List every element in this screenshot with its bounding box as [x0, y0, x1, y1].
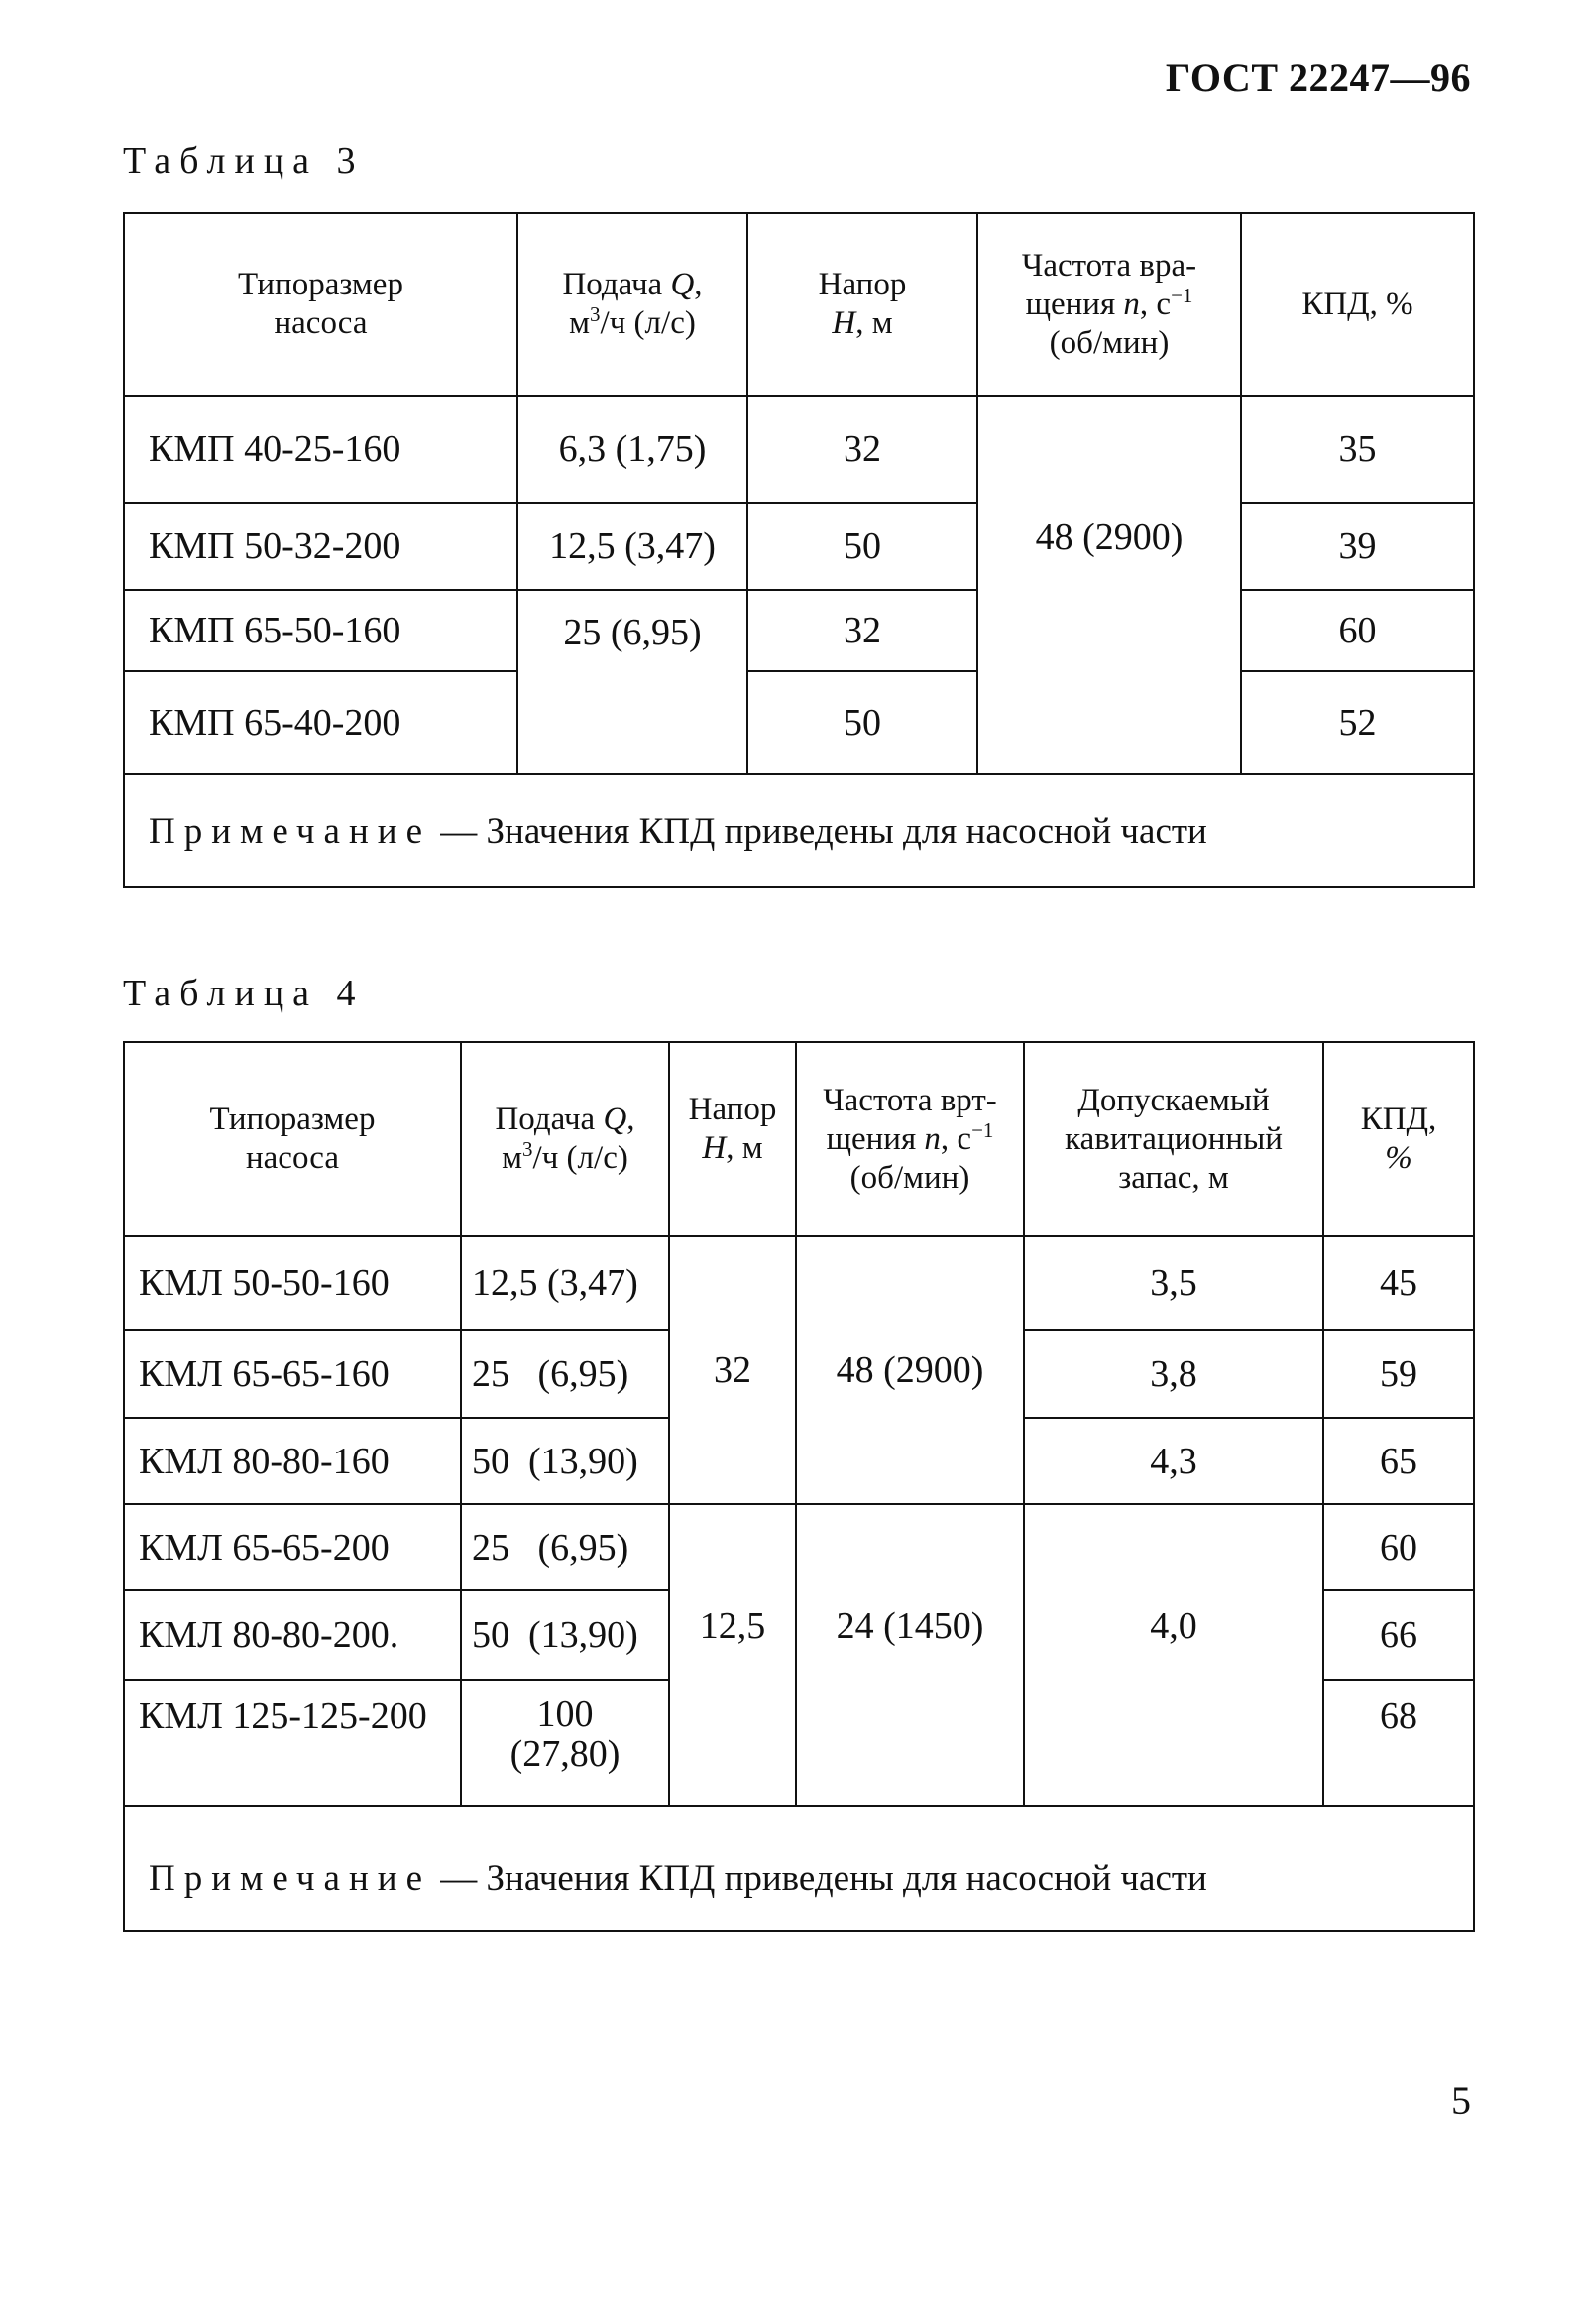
note-label: Примечание — [149, 810, 431, 852]
header-flow-unit: м — [502, 1140, 523, 1176]
header-flow-text: Подача — [562, 267, 671, 302]
header-speed — [796, 1042, 1024, 1236]
header-efficiency — [1323, 1042, 1474, 1236]
note-text: — Значения КПД приведены для насосной части — [431, 1858, 1207, 1899]
header-speed-symbol: n — [924, 1120, 941, 1157]
header-speed-line3: (об/мин) — [1049, 324, 1170, 361]
header-speed-line3: (об/мин) — [849, 1159, 970, 1196]
header-efficiency-line2: % — [1385, 1140, 1412, 1176]
header-head — [747, 213, 977, 396]
cell-efficiency: 35 — [1241, 396, 1474, 503]
table-row — [124, 590, 1474, 671]
cell-efficiency: 66 — [1323, 1590, 1474, 1680]
header-model-line2: насоса — [246, 1140, 339, 1176]
cell-speed-group-2: 24 (1450) — [796, 1504, 1024, 1806]
table-row — [124, 503, 1474, 590]
cell-flow: 12,5 (3,47) — [517, 503, 747, 590]
cell-head: 32 — [747, 396, 977, 503]
table-3-header-row — [124, 213, 1474, 396]
cell-efficiency: 39 — [1241, 503, 1474, 590]
header-speed-line2: щения — [1025, 286, 1124, 322]
cell-flow: 25 (6,95) — [461, 1330, 669, 1418]
header-npsh — [1024, 1042, 1323, 1236]
note-text: — Значения КПД приведены для насосной части — [431, 810, 1207, 852]
header-flow-unit-tail: /ч (л/с) — [600, 305, 696, 341]
table-3-note — [124, 774, 1474, 887]
cell-efficiency: 65 — [1323, 1418, 1474, 1504]
cell-flow: 12,5 (3,47) — [461, 1236, 669, 1330]
note-label: Примечание — [149, 1858, 431, 1899]
cell-efficiency: 59 — [1323, 1330, 1474, 1418]
table-row — [124, 396, 1474, 503]
header-head-unit: , м — [855, 305, 893, 341]
table-4-note — [124, 1806, 1474, 1931]
cell-speed-merged: 48 (2900) — [977, 396, 1241, 774]
header-flow — [461, 1042, 669, 1236]
table-row — [124, 1504, 1474, 1590]
cell-model: КМЛ 80-80-160 — [124, 1418, 461, 1504]
cell-flow: 50 (13,90) — [461, 1590, 669, 1680]
cell-head: 50 — [747, 503, 977, 590]
cell-model: КМЛ 65-65-160 — [124, 1330, 461, 1418]
header-flow-unit: м — [569, 305, 591, 341]
cell-npsh-group-2: 4,0 — [1024, 1504, 1323, 1806]
header-flow-text: Подача — [495, 1102, 604, 1137]
cell-head-group-1: 32 — [669, 1236, 796, 1504]
cell-model: КМЛ 80-80-200. — [124, 1590, 461, 1680]
header-speed-line1: Частота врт- — [823, 1082, 997, 1118]
header-flow — [517, 213, 747, 396]
cell-npsh: 3,8 — [1024, 1330, 1323, 1418]
cell-model: КМЛ 125-125-200 — [124, 1680, 461, 1806]
header-speed — [977, 213, 1241, 396]
header-flow-exp: 3 — [590, 302, 601, 326]
header-speed-unit: , с — [1139, 286, 1172, 322]
cell-efficiency: 52 — [1241, 671, 1474, 774]
header-flow-comma: , — [626, 1102, 635, 1137]
cell-flow: 50 (13,90) — [461, 1418, 669, 1504]
table-4 — [123, 1041, 1475, 1932]
header-flow-unit-tail: /ч (л/с) — [532, 1140, 628, 1176]
cell-flow — [461, 1680, 669, 1806]
table-3-note-row — [124, 774, 1474, 887]
table-4-header-row — [124, 1042, 1474, 1236]
header-npsh-line1: Допускаемый — [1077, 1082, 1270, 1118]
table-row — [124, 671, 1474, 774]
cell-flow-merged: 25 (6,95) — [517, 590, 747, 774]
header-npsh-line2: кавитационный — [1065, 1120, 1283, 1157]
header-head — [669, 1042, 796, 1236]
cell-efficiency: 60 — [1323, 1504, 1474, 1590]
cell-flow-line1: 100 — [536, 1693, 594, 1735]
cell-efficiency: 60 — [1241, 590, 1474, 671]
page-number: 5 — [1451, 2078, 1471, 2123]
header-flow-comma: , — [694, 267, 703, 302]
cell-flow-line2: (27,80) — [509, 1733, 621, 1775]
cell-model: КМП 65-50-160 — [124, 590, 517, 671]
header-flow-symbol: Q — [670, 267, 695, 302]
header-speed-line2: щения — [826, 1120, 925, 1157]
header-head-symbol: H — [832, 305, 856, 341]
header-npsh-line3: запас, м — [1118, 1159, 1229, 1196]
table-3-caption: Таблица 3 — [123, 140, 365, 181]
header-speed-unit: , с — [940, 1120, 972, 1157]
cell-head: 50 — [747, 671, 977, 774]
header-head-symbol: H — [702, 1130, 727, 1166]
header-speed-exp: −1 — [971, 1117, 994, 1142]
cell-npsh: 4,3 — [1024, 1418, 1323, 1504]
table-3 — [123, 212, 1475, 888]
cell-model: КМП 50-32-200 — [124, 503, 517, 590]
cell-head-group-2: 12,5 — [669, 1504, 796, 1806]
header-model — [124, 1042, 461, 1236]
cell-speed-group-1: 48 (2900) — [796, 1236, 1024, 1504]
header-model-line1: Типоразмер — [238, 267, 403, 302]
header-speed-line1: Частота вра- — [1021, 247, 1197, 284]
cell-head: 32 — [747, 590, 977, 671]
cell-efficiency: 45 — [1323, 1236, 1474, 1330]
cell-flow: 25 (6,95) — [461, 1504, 669, 1590]
header-model-line1: Типоразмер — [209, 1102, 376, 1137]
standard-code: ГОСТ 22247—96 — [1165, 56, 1471, 100]
header-efficiency-line1: КПД, — [1360, 1102, 1437, 1137]
cell-model: КМЛ 50-50-160 — [124, 1236, 461, 1330]
table-4-caption: Таблица 4 — [123, 973, 365, 1014]
header-flow-exp: 3 — [522, 1137, 533, 1161]
cell-efficiency: 68 — [1323, 1680, 1474, 1806]
header-head-line1: Напор — [688, 1092, 777, 1127]
cell-model: КМП 65-40-200 — [124, 671, 517, 774]
header-efficiency — [1241, 213, 1474, 396]
header-head-unit: , м — [726, 1130, 763, 1166]
table-row — [124, 1236, 1474, 1330]
cell-model: КМП 40-25-160 — [124, 396, 517, 503]
cell-npsh: 3,5 — [1024, 1236, 1323, 1330]
header-speed-symbol: n — [1123, 286, 1140, 322]
header-model-line2: насоса — [274, 305, 368, 341]
table-4-note-row — [124, 1806, 1474, 1931]
header-efficiency-text: КПД, % — [1301, 286, 1413, 322]
header-head-line1: Напор — [818, 267, 907, 302]
cell-model: КМЛ 65-65-200 — [124, 1504, 461, 1590]
header-speed-exp: −1 — [1171, 283, 1193, 307]
header-flow-symbol: Q — [603, 1102, 627, 1137]
cell-flow: 6,3 (1,75) — [517, 396, 747, 503]
header-model — [124, 213, 517, 396]
